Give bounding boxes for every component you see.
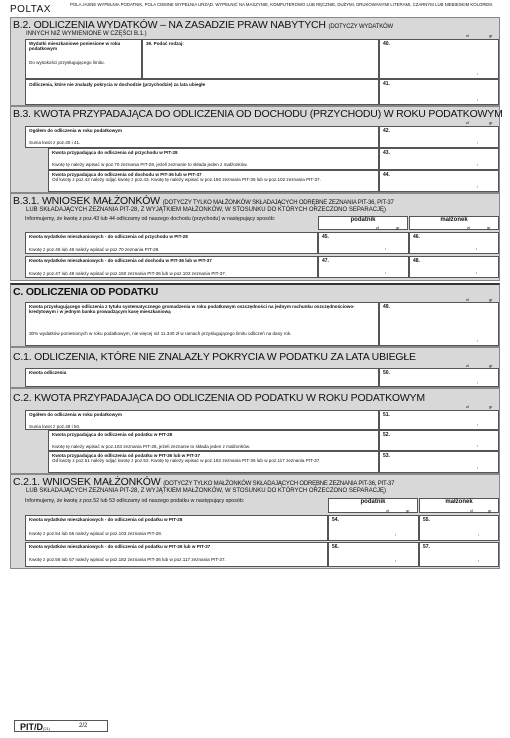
field-52[interactable]: 52. , xyxy=(379,430,499,451)
section-b2-title: B.2. ODLICZENIA WYDATKÓW – NA ZASADZIE PRAW NABYTYCH (DOTYCZY WYDATKÓW xyxy=(13,19,393,31)
field-51[interactable]: 51. , xyxy=(379,410,499,430)
col-taxpayer: podatnik zł gr xyxy=(318,216,408,230)
field-42[interactable]: 42. , xyxy=(379,126,499,148)
section-c2-title: C.2. KWOTA PRZYPADAJĄCA DO ODLICZENIA OD PODATKU W ROKU PODATKOWYM xyxy=(13,392,425,404)
field-41[interactable]: 41. , xyxy=(379,79,499,105)
unit-gr: gr xyxy=(489,120,493,125)
unused-deductions-label: Odliczenia, które nie znalazły pokrycia w dochodzie (przychodzie) za lata ubiegłe xyxy=(25,79,379,105)
c2-pit28-label: Kwota przypadająca do odliczenia od podatku w PIT-28 Kwotę tę należy wpisać w poz.103 zeznania PIT-28, jeżeli zeznanie to składa jeden z małżonków. xyxy=(48,430,379,451)
section-b3 xyxy=(10,106,503,193)
c21-pit28-label: Kwota wydatków mieszkaniowych - do odliczenia od podatku w PIT-28 Kwotę z poz.54 lub 55 należy wpisać w poz.103 zeznania PIT-28. xyxy=(25,515,328,541)
page-header xyxy=(0,0,510,17)
section-c21 xyxy=(10,474,500,569)
form-id: PIT/D(21) xyxy=(20,722,51,732)
field-55[interactable]: 55. , xyxy=(419,515,499,541)
unit-zl: zł xyxy=(466,33,469,38)
b31-pit28-label: Kwota wydatków mieszkaniowych - do odliczenia od przychodu w PIT-28 Kwotę z poz.45 lub 46 należy wpisać w poz.70 zeznania PIT-28. xyxy=(25,232,318,254)
b31-pit36-label: Kwota wydatków mieszkaniowych - do odliczenia od dochodu w PIT-36 lub w PIT-37 Kwotę z poz.47 lub 48 należy wpisać w poz.150 zeznania PIT-36 lub w poz.102 zeznania PIT-37. xyxy=(25,256,318,278)
field-56[interactable]: 56. , xyxy=(328,542,419,567)
section-b31 xyxy=(10,193,500,281)
housing-expenses-label-box: Wydatki mieszkaniowe poniesione w roku podatkowym Do wysokości przysługującego limitu. xyxy=(25,39,142,79)
unit-gr: gr xyxy=(489,33,493,38)
field-48[interactable]: 48. , xyxy=(409,256,499,278)
b3-pit28-label: Kwota przypadająca do odliczenia od przychodu w PIT-28 Kwotę tę należy wpisać w poz.70 zeznania PIT-28, jeżeli zeznanie to składa jeden z małżonków. xyxy=(48,148,379,170)
col-taxpayer: podatnik zł gr xyxy=(328,498,418,513)
section-b2 xyxy=(10,17,500,106)
c1-amount-label: Kwota odliczenia xyxy=(25,368,379,387)
field-47[interactable]: 47. , xyxy=(318,256,409,278)
section-b31-title: B.3.1. WNIOSEK MAŁŻONKÓW (DOTYCZY TYLKO MAŁŻONKÓW SKŁADAJĄCYCH ODRĘBNE ZEZNANIA PIT-36, PIT-37 xyxy=(13,195,394,207)
field-43[interactable]: 43. , xyxy=(379,148,499,170)
section-c21-subtitle: LUB SKŁADAJĄCYCH ZEZNANIA PIT-28, Z WYJĄTKIEM MAŁŻONKÓW, W STOSUNKU DO KTÓRYCH ORZECZONO SEPARACJĘ) xyxy=(26,488,387,494)
c2-pit36-label: Kwota przypadająca do odliczenia od podatku w PIT-36 lub w PIT-37 Od kwoty z poz.51 należy odjąć kwotę z poz.52. Kwotę tę należy wpisać w poz.182 zeznania PIT-36 lub w poz.117 zeznania PIT-37. xyxy=(48,451,379,473)
field-50[interactable]: 50. , xyxy=(379,368,499,387)
section-b3-title: B.3. KWOTA PRZYPADAJĄCA DO ODLICZENIA OD DOCHODU (PRZYCHODU) W ROKU PODATKOWYM xyxy=(13,108,503,120)
section-c2: C.2. KWOTA PRZYPADAJĄCA DO ODLICZENIA OD PODATKU W ROKU PODATKOWYM zł gr Ogółem do odliczenia w roku podatkowym Suma kwot z poz.49 i 50. 51. , Kwota przypadająca do odliczenia od podatku w PIT-28 Kwotę tę należy wpisać w poz.103 zeznania PIT-28, jeżeli zeznanie to składa jeden z małżonków. 52. , Kwota przypadająca do odliczenia od podatku w PIT-36 lub w PIT-37 Od kwoty z poz.51 należy odjąć kwotę z poz.52. Kwotę tę należy wpisać w poz.182 zeznania PIT-36 lub w poz.117 zeznania PIT-37. 53. , xyxy=(10,388,500,474)
col-spouse: małżonek zł gr xyxy=(419,498,499,513)
b31-intro: Informujemy, że kwotę z poz.43 lub 44 odliczamy od naszego dochodu (przychodu) w następujący sposób: xyxy=(25,216,276,222)
section-c1: C.1. ODLICZENIA, KTÓRE NIE ZNALAZŁY POKRYCIA W PODATKU ZA LATA UBIEGŁE zł gr Kwota odliczenia 50. , xyxy=(10,347,500,388)
c21-intro: Informujemy, że kwotę z poz.52 lub 53 odliczamy od naszego podatku w następujący sposób: xyxy=(25,498,245,504)
section-c-title: C. ODLICZENIA OD PODATKU xyxy=(13,286,159,298)
field-40[interactable]: 40. , xyxy=(379,39,499,79)
c2-total-label: Ogółem do odliczenia w roku podatkowym Suma kwot z poz.49 i 50. xyxy=(25,410,379,430)
b3-pit36-label: Kwota przypadająca do odliczenia od dochodu w PIT-36 lub w PIT-37 Od kwoty z poz.42 należy odjąć kwotę z poz.43. Kwotę tę należy wpisać w poz.150 zeznania PIT-36 lub w poz.102 zeznania PIT-37. xyxy=(48,170,379,192)
section-c1-title: C.1. ODLICZENIA, KTÓRE NIE ZNALAZŁY POKRYCIA W PODATKU ZA LATA UBIEGŁE xyxy=(13,351,416,363)
field-49[interactable]: 49. , xyxy=(379,302,499,346)
instructions-note: POLA JASNE WYPEŁNIA PODATNIK, POLA CIEMNE WYPEŁNIA URZĄD. WYPEŁNIĆ NA MASZYNIE, KOMPUTEROWO LUB RĘCZNIE, DUŻYMI, DRUKOWANYMI LITERAMI, CZARNYM LUB NIEBIESKIM KOLOREM. xyxy=(70,2,494,7)
form-footer xyxy=(14,720,108,732)
field-44[interactable]: 44. , xyxy=(379,170,499,192)
savings-deduction-label: Kwota przysługującego odliczenia z tytułu systematycznego gromadzenia w roku podatkowym oszczędności na jednym rachunku oszczędnościowo-kredytowym i w jednym banku prowadzącym kasę mieszkaniową 30% wydatków poniesionych w roku podatkowym, nie więcej niż 11.340 zł w ramach przysługującego limitu odliczeń na dany rok. xyxy=(25,302,379,346)
c21-pit36-label: Kwota wydatków mieszkaniowych - do odliczenia od podatku w PIT-36 lub w PIT-37 Kwotę z poz.56 lub 57 należy wpisać w poz.182 zeznania PIT-36 lub w poz.117 zeznania PIT-37. xyxy=(25,542,328,567)
unit-zl: zł xyxy=(466,120,469,125)
section-b31-subtitle: LUB SKŁADAJĄCYCH ZEZNANIA PIT-28, Z WYJĄTKIEM MAŁŻONKÓW, W STOSUNKU DO KTÓRYCH ORZECZONO SEPARACJĘ) xyxy=(26,207,387,213)
section-c: C. ODLICZENIA OD PODATKU zł gr Kwota przysługującego odliczenia z tytułu systematycznego gromadzenia w roku podatkowym oszczędności na jednym rachunku oszczędnościowo-kredytowym i w jednym banku prowadzącym kasę mieszkaniową 30% wydatków poniesionych w roku podatkowym, nie więcej niż 11.340 zł w ramach przysługującego limitu odliczeń na dany rok. 49. , xyxy=(10,283,500,347)
field-57[interactable]: 57. , xyxy=(419,542,499,567)
col-spouse: małżonek zł gr xyxy=(409,216,499,230)
field-54[interactable]: 54. , xyxy=(328,515,419,541)
field-39-kind[interactable]: 39. Podać rodzaj: xyxy=(142,39,379,79)
field-46[interactable]: 46. , xyxy=(409,232,499,254)
section-c21-title: C.2.1. WNIOSEK MAŁŻONKÓW (DOTYCZY TYLKO MAŁŻONKÓW SKŁADAJĄCYCH ODRĘBNE ZEZNANIA PIT-36, PIT-37 xyxy=(13,476,395,488)
poltax-logo: POLTAX xyxy=(10,4,51,15)
field-53[interactable]: 53. , xyxy=(379,451,499,473)
b3-total-label: Ogółem do odliczenia w roku podatkowym Suma kwot z poz.40 i 41. xyxy=(25,126,379,148)
field-45[interactable]: 45. , xyxy=(318,232,409,254)
page-number: 2/2 xyxy=(79,723,88,729)
section-b2-subtitle: INNYCH NIŻ WYMIENIONE W CZĘŚCI B.1.) xyxy=(26,31,147,37)
